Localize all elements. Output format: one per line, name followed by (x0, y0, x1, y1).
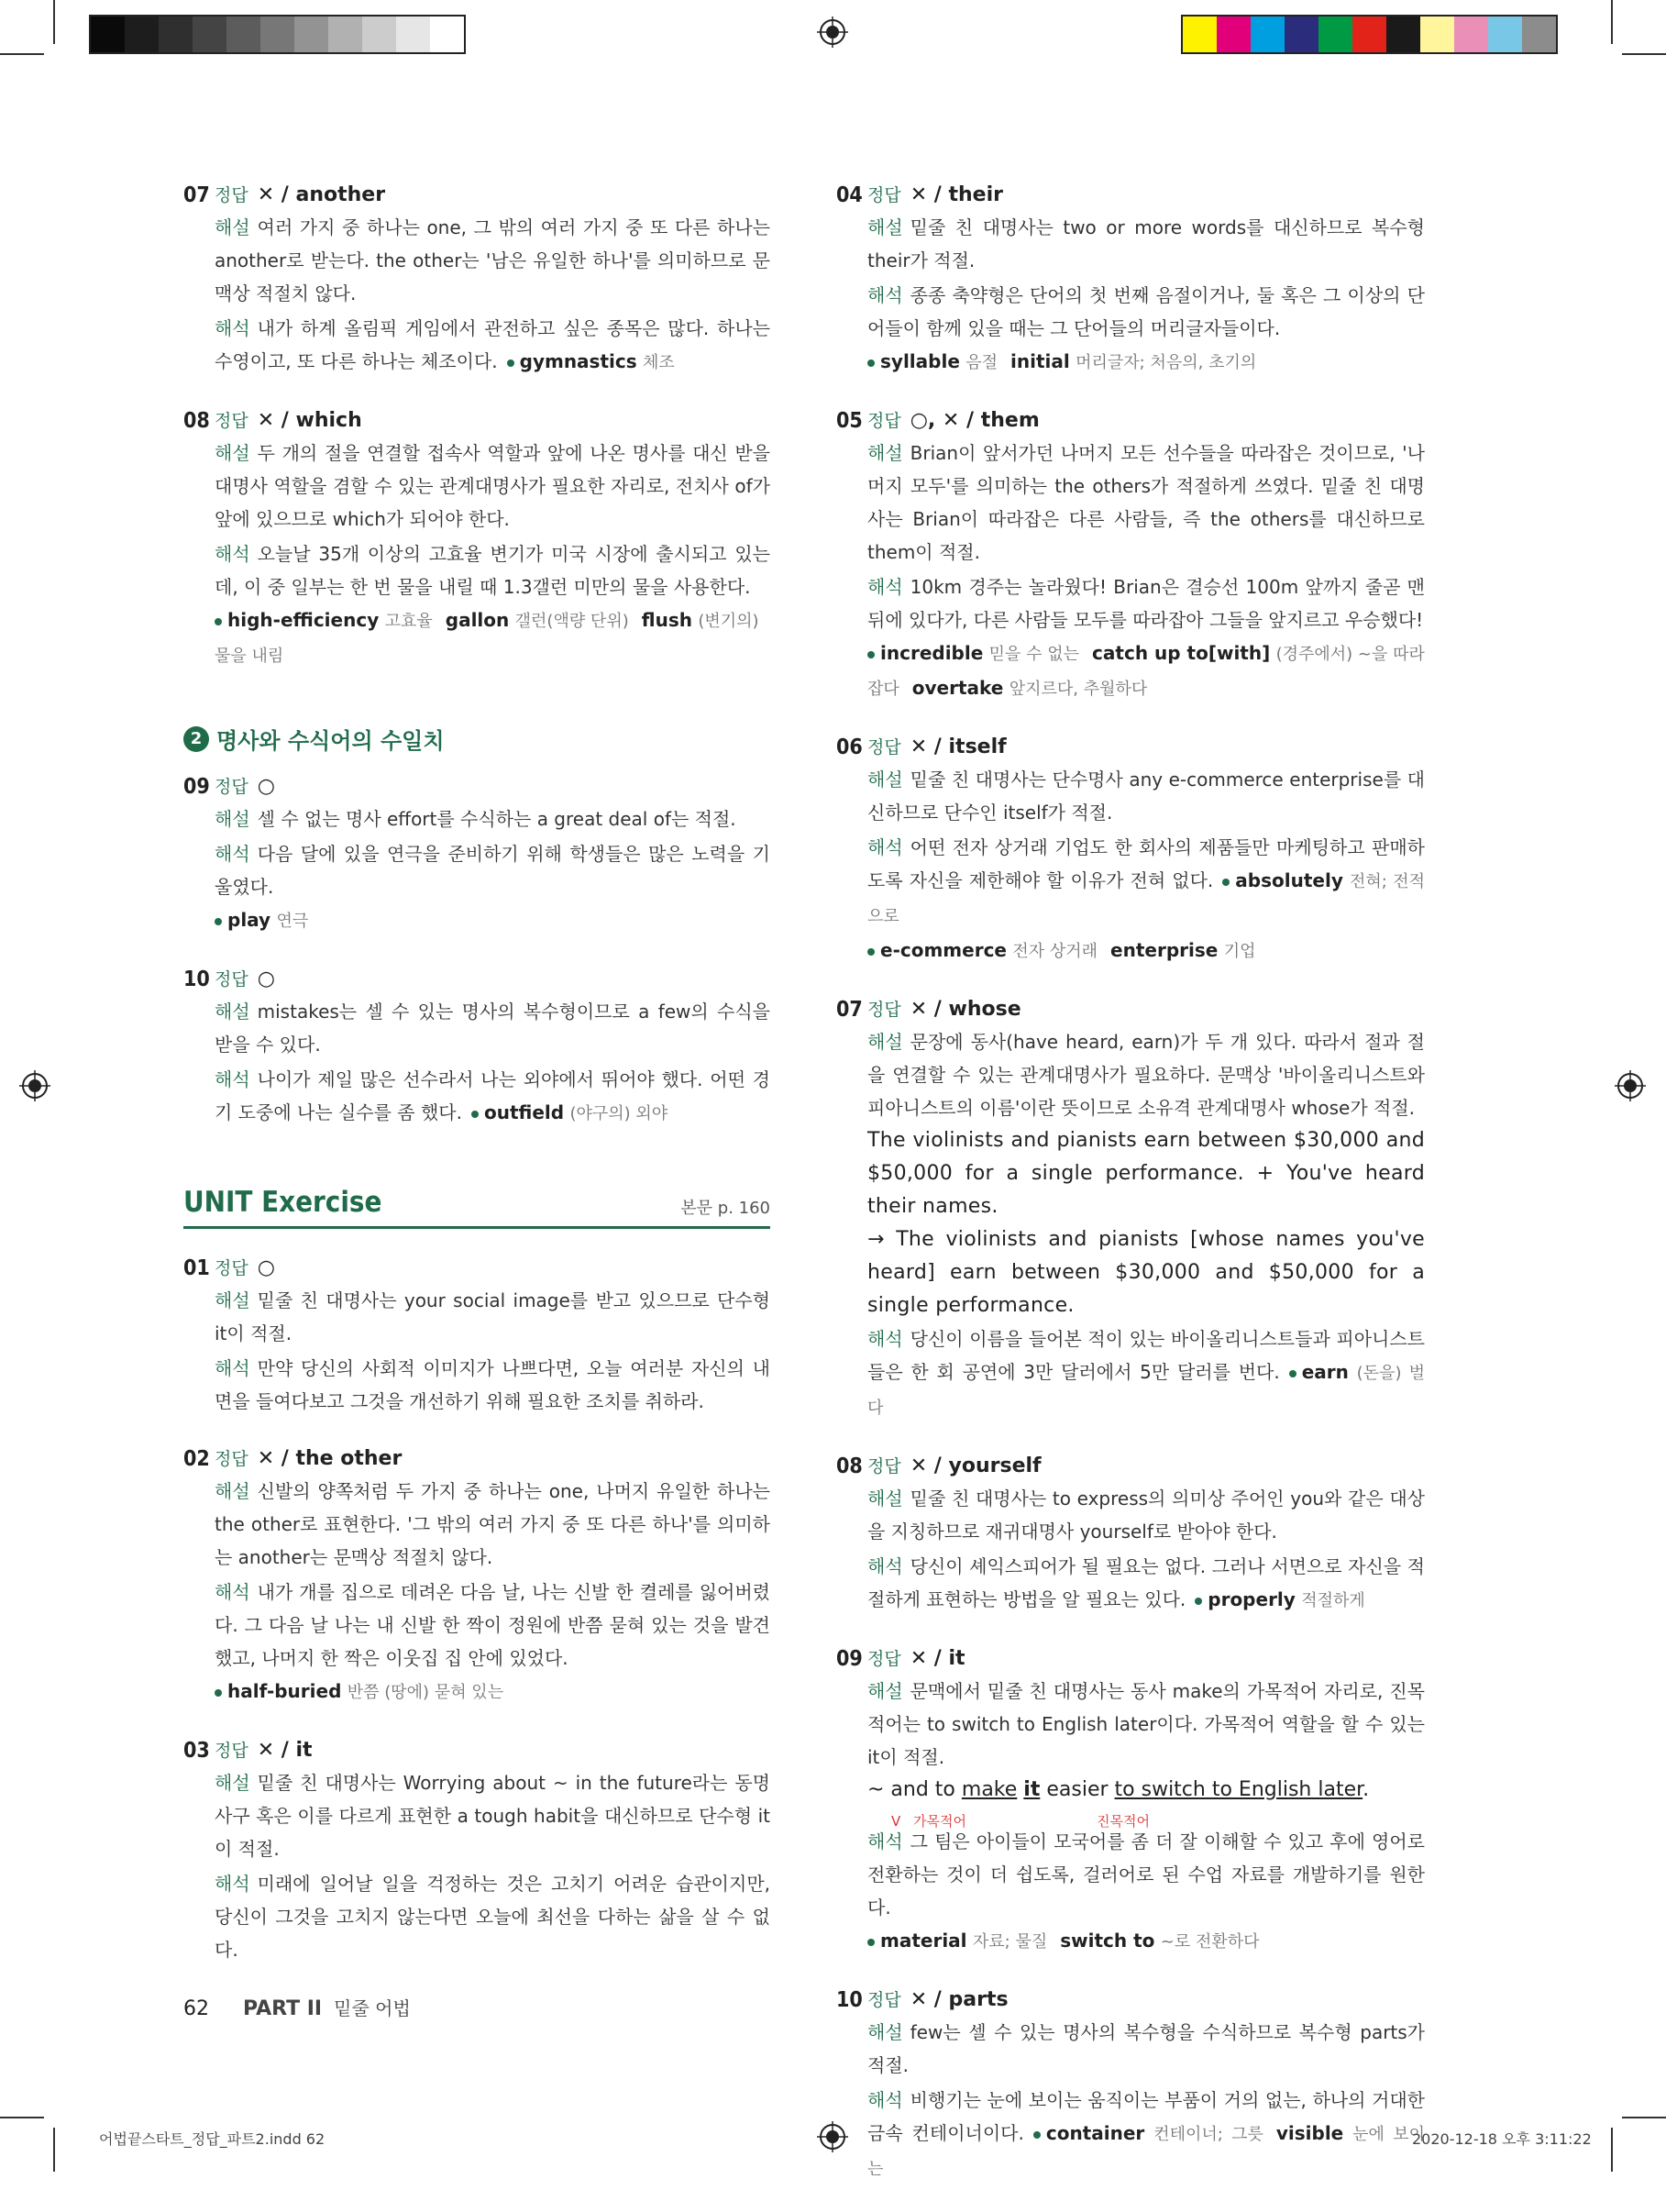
question-number: 07 (183, 183, 210, 207)
vocabulary-line (867, 636, 1425, 706)
question-number: 04 (836, 183, 863, 207)
vocab-word: absolutely (1235, 869, 1343, 891)
answer-value: ○ (257, 775, 275, 798)
vocab-word: outfield (483, 1101, 565, 1123)
paragraph-label: 해설 (867, 2021, 903, 2043)
explanation-text (215, 802, 770, 835)
paragraph-body: 밑줄 친 대명사는 your social image를 받고 있으므로 단수형 it이 적절. (215, 1289, 770, 1344)
vocab-word: catch up to[with] (1092, 642, 1271, 664)
paragraph-label: 해석 (867, 284, 903, 306)
answer-header (836, 732, 1425, 763)
color-swatch (1251, 17, 1285, 52)
paragraph-label: 해석 (867, 836, 903, 858)
answer-entry (183, 180, 770, 380)
paragraph-body: 밑줄 친 대명사는 단수명사 any e-commerce enterprise를 대신하므로 단수인 itself가 적절. (867, 769, 1425, 824)
vocab-meaning: (경주에서) ~을 따라잡다 (867, 645, 1425, 699)
vocab-word: visible (1275, 2122, 1344, 2144)
answer-value: ○ (257, 968, 275, 990)
answer-entry (836, 1451, 1425, 1618)
color-swatch (362, 17, 396, 52)
translation-text (215, 837, 770, 903)
section-number: 2 (183, 726, 209, 752)
vocab-word: overtake (911, 677, 1004, 699)
paragraph-label: 해석 (867, 1830, 903, 1853)
bullet-dot-icon (1222, 879, 1230, 886)
english-sentence: → The violinists and pianists [whose names you've heard] earn between $30,000 and $50,000 for a single performance. (867, 1228, 1425, 1317)
vocab-meaning: (돈을) 벌다 (867, 1364, 1425, 1418)
bullet-dot-icon (867, 948, 875, 956)
annotated-sentence (867, 1774, 1425, 1830)
cmyk-color-bar (1181, 15, 1558, 54)
vocab-meaning: ~로 전환하다 (1160, 1932, 1260, 1952)
grayscale-color-bar (89, 15, 466, 54)
vocab-meaning: 자료; 물질 (972, 1932, 1048, 1952)
bullet-dot-icon (1033, 2131, 1041, 2139)
paragraph-body: 두 개의 절을 연결할 접속사 역할과 앞에 나온 명사를 대신 받을 대명사 역할을 겸할 수 있는 관계대명사가 필요한 자리로, 전치사 of가 앞에 있으므로 which가 되어야 한다. (215, 442, 770, 530)
vocab-word: high-efficiency (227, 609, 380, 631)
question-number: 09 (183, 775, 210, 799)
section-title: 명사와 수식어의 수일치 (216, 728, 445, 754)
vocab-word: gymnastics (519, 350, 637, 372)
color-swatch (294, 17, 328, 52)
paragraph-body: 내가 개를 집으로 데려온 다음 날, 나는 신발 한 켤레를 잃어버렸다. 그 다음 날 나는 내 신발 한 짝이 정원에 반쯤 묻혀 있는 것을 발견했고, 나머지 한 짝은 이웃집 집 안에 있었다. (215, 1581, 770, 1669)
pronoun-it: it (1023, 1778, 1041, 1801)
answer-label: 정답 (867, 1000, 901, 1020)
paragraph-label: 해설 (867, 216, 903, 238)
vocab-word: half-buried (227, 1680, 342, 1702)
vocab-word: container (1045, 2122, 1145, 2144)
question-number: 08 (183, 409, 210, 433)
translation-text (215, 1867, 770, 1966)
question-number: 10 (183, 968, 210, 991)
translation-text (867, 1825, 1425, 1924)
answer-label: 정답 (215, 185, 248, 205)
answer-entry (183, 1253, 770, 1418)
answer-label: 정답 (867, 1456, 901, 1477)
annotation-fake-object: 가목적어 (913, 1813, 966, 1830)
paragraph-label: 해석 (867, 2089, 903, 2111)
answer-list-unit-exercise-continued (836, 180, 1425, 2186)
color-swatch (430, 17, 464, 52)
paragraph-body: 비행기는 눈에 보이는 움직이는 부품이 거의 없는, 하나의 거대한 금속 컨테이너이다. (867, 2089, 1425, 2144)
crop-mark (1622, 2117, 1666, 2118)
vocab-meaning: 전자 상거래 (1012, 942, 1098, 961)
vocab-word: material (880, 1930, 967, 1952)
paragraph-label: 해설 (215, 808, 250, 830)
color-swatch (1318, 17, 1352, 52)
part-title: 밑줄 어법 (334, 1997, 411, 2019)
vocab-meaning: (야구의) 외야 (569, 1104, 668, 1123)
vocab-word: syllable (880, 350, 960, 372)
paragraph-body: 오늘날 35개 이상의 고효율 변기가 미국 시장에 출시되고 있는데, 이 중 일부는 한 번 물을 내릴 때 1.3갤런 미만의 물을 사용한다. (215, 543, 770, 598)
vocab-meaning: 고효율 (384, 612, 433, 631)
answer-value: ○, ✕ / them (910, 409, 1040, 432)
color-swatch (396, 17, 430, 52)
vocab-meaning: (변기의) 물을 내림 (215, 612, 759, 666)
explanation-text (215, 995, 770, 1061)
answer-value: ✕ / which (257, 409, 362, 432)
translation-text (867, 570, 1425, 636)
explanation-text (867, 2016, 1425, 2082)
vocab-meaning: 눈에 보이는 (867, 2125, 1426, 2179)
paragraph-label: 해석 (215, 317, 250, 339)
color-swatch (159, 17, 193, 52)
explanation-text (215, 437, 770, 536)
paragraph-label: 해석 (215, 843, 250, 865)
vocab-word: earn (1301, 1361, 1349, 1383)
answer-label: 정답 (215, 1449, 248, 1469)
unit-title: UNIT Exercise (183, 1186, 382, 1219)
translation-text (215, 312, 770, 380)
vocab-meaning: 앞지르다, 추월하다 (1009, 680, 1148, 699)
translation-text (867, 2084, 1425, 2186)
crop-mark (0, 2117, 44, 2118)
answer-entry (836, 1643, 1425, 1959)
section-heading (183, 723, 770, 755)
answer-label: 정답 (867, 1990, 901, 2010)
question-number: 02 (183, 1447, 210, 1471)
explanation-text (215, 1475, 770, 1574)
answer-value: ✕ / it (910, 1647, 965, 1670)
question-number: 05 (836, 409, 863, 433)
explanation-text (867, 763, 1425, 829)
answer-header (183, 1253, 770, 1284)
bullet-dot-icon (867, 651, 875, 658)
answer-value: ✕ / another (257, 183, 386, 206)
vocab-meaning: 컨테이너; 그릇 (1153, 2125, 1263, 2144)
bullet-dot-icon (507, 359, 514, 367)
color-swatch (1522, 17, 1556, 52)
explanation-text (867, 1482, 1425, 1548)
question-number: 07 (836, 998, 863, 1022)
question-number: 09 (836, 1647, 863, 1671)
color-swatch (193, 17, 226, 52)
paragraph-body: 문맥에서 밑줄 친 대명사는 동사 make의 가목적어 자리로, 진목적어는 to switch to English later이다. 가목적어 역할을 할 수 있는 it이 적절. (867, 1680, 1425, 1768)
crop-mark (1611, 2128, 1613, 2172)
answer-header (183, 1443, 770, 1475)
vocabulary-line (215, 603, 770, 673)
paragraph-label: 해설 (215, 1772, 250, 1794)
translation-text (215, 1352, 770, 1418)
vocab-meaning: 적절하게 (1301, 1591, 1365, 1610)
vocab-meaning: 체조 (643, 353, 675, 372)
crop-mark (53, 0, 55, 44)
explanation-text (867, 1675, 1425, 1774)
answer-label: 정답 (867, 185, 901, 205)
answer-value: ✕ / yourself (910, 1454, 1042, 1477)
registration-mark-icon (1615, 1070, 1646, 1101)
explanation-text (867, 437, 1425, 569)
vocab-word: incredible (880, 642, 984, 664)
print-timestamp: 2020-12-18 오후 3:11:22 (1412, 2130, 1592, 2148)
paragraph-body: 문장에 동사(have heard, earn)가 두 개 있다. 따라서 절과 절을 연결할 수 있는 관계대명사가 필요하다. 문맥상 '바이올리니스트와 피아니스트의 이름'이란 뜻이므로 소유격 관계대명사 whose가 적절. (867, 1031, 1425, 1119)
paragraph-body: mistakes는 셀 수 있는 명사의 복수형이므로 a few의 수식을 받을 수 있다. (215, 1001, 770, 1056)
vocab-meaning: 음절 (965, 353, 998, 372)
paragraph-label: 해석 (867, 1328, 903, 1350)
page-reference: 본문 p. 160 (680, 1199, 770, 1218)
translation-text (867, 1322, 1425, 1425)
explanation-text (215, 211, 770, 310)
answer-value: ✕ / the other (257, 1447, 403, 1470)
paragraph-body: 당신이 셰익스피어가 될 필요는 없다. 그러나 서면으로 자신을 적절하게 표현하는 방법을 알 필요는 있다. (867, 1555, 1425, 1610)
paragraph-body: 당신이 이름을 들어본 적이 있는 바이올리니스트들과 피아니스트들은 한 회 공연에 3만 달러에서 5만 달러를 번다. (867, 1328, 1425, 1383)
translation-text (215, 1576, 770, 1675)
paragraph-body: 밑줄 친 대명사는 two or more words를 대신하므로 복수형 their가 적절. (867, 216, 1425, 271)
color-swatch (1183, 17, 1217, 52)
page-number: 62 (183, 1997, 209, 2020)
paragraph-body: 어떤 전자 상거래 기업도 한 회사의 제품들만 마케팅하고 판매하도록 자신을 제한해야 할 이유가 전혀 없다. (867, 836, 1425, 891)
translation-text (867, 279, 1425, 345)
explanation-text (867, 1025, 1425, 1124)
bullet-dot-icon (215, 1689, 222, 1697)
sentence-part: easier (1040, 1778, 1115, 1801)
question-number: 01 (183, 1256, 210, 1280)
vocab-meaning: 연극 (276, 912, 309, 931)
crop-mark (53, 2128, 55, 2172)
answer-header (836, 1643, 1425, 1675)
answer-header (836, 1985, 1425, 2016)
bullet-dot-icon (867, 1939, 875, 1946)
answer-label: 정답 (215, 777, 248, 797)
answer-entry (183, 405, 770, 673)
answer-header (183, 964, 770, 995)
answer-header (183, 405, 770, 437)
vocab-word: properly (1208, 1588, 1296, 1610)
question-number: 10 (836, 1988, 863, 2012)
paragraph-label: 해설 (215, 1289, 250, 1311)
translation-text (867, 831, 1425, 934)
english-sentence: The violinists and pianists earn between $30,000 and $50,000 for a single performance. + You've heard their names. (867, 1129, 1425, 1218)
answer-label: 정답 (215, 969, 248, 990)
paragraph-label: 해설 (867, 1031, 903, 1053)
translation-text (215, 1063, 770, 1131)
paragraph-label: 해석 (867, 1555, 903, 1577)
answer-header (183, 771, 770, 802)
color-swatch (260, 17, 294, 52)
answer-label: 정답 (215, 1741, 248, 1761)
paragraph-body: few는 셀 수 있는 명사의 복수형을 수식하므로 복수형 parts가 적절. (867, 2021, 1425, 2076)
paragraph-body: Brian이 앞서가던 나머지 모든 선수들을 따라잡은 것이므로, '나머지 모두'를 의미하는 the others가 적절하게 쓰였다. 밑줄 친 대명사는 Brian이 따라잡은 다른 사람들, 즉 the others를 대신하므로 them이 적절. (867, 442, 1425, 563)
crop-mark (1611, 0, 1613, 44)
paragraph-label: 해설 (215, 442, 250, 464)
answer-entry (183, 771, 770, 938)
vocabulary-line (867, 345, 1425, 380)
answer-entry (183, 964, 770, 1131)
color-swatch (226, 17, 260, 52)
answer-header (183, 180, 770, 211)
paragraph-label: 해석 (867, 576, 903, 598)
answer-value: ✕ / parts (910, 1988, 1009, 2011)
paragraph-label: 해설 (867, 769, 903, 791)
vocab-word: e-commerce (880, 939, 1007, 961)
crop-mark (1622, 53, 1666, 55)
left-column (183, 180, 770, 1992)
part-label: PART II (243, 1997, 323, 2020)
vocab-meaning: 갤런(액량 단위) (514, 612, 629, 631)
color-swatch (1386, 17, 1420, 52)
vocab-word: initial (1010, 350, 1070, 372)
registration-mark-icon (19, 1070, 50, 1101)
vocab-meaning: 믿을 수 없는 (988, 645, 1080, 664)
translation-text (867, 1550, 1425, 1618)
indd-filename: 어법끝스타트_정답_파트2.indd 62 (99, 2130, 325, 2148)
paragraph-body: 다음 달에 있을 연극을 준비하기 위해 학생들은 많은 노력을 기울였다. (215, 843, 770, 898)
paragraph-body: 미래에 일어날 일을 걱정하는 것은 고치기 어려운 습관이지만, 당신이 그것을 고치지 않는다면 오늘에 최선을 다하는 삶을 살 수 없다. (215, 1873, 770, 1961)
answer-value: ✕ / it (257, 1739, 313, 1762)
unit-exercise-header (183, 1186, 770, 1229)
answer-list-agreement (183, 771, 770, 1131)
vocabulary-line (867, 1924, 1425, 1959)
paragraph-label: 해석 (215, 1068, 250, 1090)
paragraph-body: 내가 하계 올림픽 게임에서 관전하고 싶은 종목은 많다. 하나는 수영이고, 또 다른 하나는 체조이다. (215, 317, 770, 372)
vocab-word: play (227, 909, 271, 931)
paragraph-label: 해설 (867, 1488, 903, 1510)
bullet-dot-icon (215, 918, 222, 925)
answer-value: ✕ / their (910, 183, 1003, 206)
paragraph-body: 밑줄 친 대명사는 to express의 의미상 주어인 you와 같은 대상을 지칭하므로 재귀대명사 yourself로 받아야 한다. (867, 1488, 1425, 1543)
answer-entry (836, 994, 1425, 1425)
answer-value: ○ (257, 1256, 275, 1279)
answer-value: ✕ / whose (910, 998, 1021, 1021)
color-swatch (1285, 17, 1318, 52)
answer-label: 정답 (867, 411, 901, 431)
color-swatch (1420, 17, 1454, 52)
page-footer (183, 1994, 411, 2020)
vocabulary-line (867, 934, 1425, 968)
question-number: 06 (836, 735, 863, 759)
answer-list-grammar (183, 180, 770, 673)
paragraph-label: 해석 (215, 1873, 250, 1895)
answer-label: 정답 (215, 411, 248, 431)
paragraph-label: 해석 (215, 543, 250, 565)
vocab-meaning: 머리글자; 처음의, 초기의 (1076, 353, 1257, 372)
question-number: 03 (183, 1739, 210, 1763)
answer-label: 정답 (867, 1649, 901, 1669)
translation-text (215, 537, 770, 603)
bullet-dot-icon (867, 359, 875, 367)
paragraph-label: 해설 (215, 1480, 250, 1502)
answer-header (183, 1735, 770, 1766)
color-swatch (1352, 17, 1386, 52)
color-swatch (1454, 17, 1488, 52)
explanation-text (215, 1284, 770, 1350)
vocab-word: gallon (445, 609, 510, 631)
paragraph-label: 해설 (867, 442, 903, 464)
answer-entry (183, 1443, 770, 1709)
right-column (836, 180, 1425, 2212)
paragraph-body: 신발의 양쪽처럼 두 가지 중 하나는 one, 나머지 유일한 하나는 the other로 표현한다. '그 밖의 여러 가지 중 또 다른 하나'를 의미하는 another는 문맥상 적절치 않다. (215, 1480, 770, 1568)
vocabulary-line (215, 1675, 770, 1709)
question-number: 08 (836, 1454, 863, 1478)
registration-mark-icon (817, 17, 848, 48)
paragraph-body: 그 팀은 아이들이 모국어를 좀 더 잘 이해할 수 있고 후에 영어로 전환하는 것이 더 쉽도록, 걸러어로 된 수업 자료를 개발하기를 원한다. (867, 1830, 1425, 1919)
answer-header (836, 1451, 1425, 1482)
answer-entry (836, 1985, 1425, 2186)
annotation-v: V (891, 1813, 901, 1830)
paragraph-body: 여러 가지 중 하나는 one, 그 밖의 여러 가지 중 또 다른 하나는 another로 받는다. the other는 '남은 유일한 하나'를 의미하므로 문맥상 적절치 않다. (215, 216, 770, 304)
answer-header (836, 994, 1425, 1025)
vocab-meaning: 전혀; 전적으로 (867, 872, 1425, 926)
explanation-text (867, 211, 1425, 277)
bullet-dot-icon (1195, 1598, 1202, 1605)
color-swatch (125, 17, 159, 52)
vocab-word: enterprise (1110, 939, 1219, 961)
answer-label: 정답 (215, 1258, 248, 1278)
paragraph-body: 10km 경주는 놀라웠다! Brian은 결승선 100m 앞까지 줄곧 맨 뒤에 있다가, 다른 사람들 모두를 따라잡아 그들을 앞지르고 우승했다! (867, 576, 1425, 631)
answer-entry (183, 1735, 770, 1966)
answer-entry (836, 180, 1425, 380)
vocab-word: switch to (1060, 1930, 1155, 1952)
bullet-dot-icon (215, 618, 222, 625)
paragraph-body: 만약 당신의 사회적 이미지가 나쁘다면, 오늘 여러분 자신의 내면을 들여다보고 그것을 개선하기 위해 필요한 조치를 취하라. (215, 1357, 770, 1412)
answer-header (836, 405, 1425, 437)
answer-entry (836, 405, 1425, 706)
color-swatch (328, 17, 362, 52)
paragraph-body: 셀 수 없는 명사 effort를 수식하는 a great deal of는 적절. (257, 808, 736, 830)
answer-entry (836, 732, 1425, 968)
annotation-real-object: 진목적어 (1097, 1813, 1150, 1830)
paragraph-label: 해석 (215, 1357, 250, 1379)
sentence-part: . (1363, 1778, 1370, 1801)
sentence-part: ~ and to (867, 1778, 962, 1801)
color-swatch (1217, 17, 1251, 52)
answer-header (836, 180, 1425, 211)
paragraph-label: 해설 (867, 1680, 903, 1702)
color-swatch (91, 17, 125, 52)
explanation-text (215, 1766, 770, 1865)
paragraph-body: 나이가 제일 많은 선수라서 나는 외야에서 뛰어야 했다. 어떤 경기 도중에 나는 실수를 좀 했다. (215, 1068, 770, 1123)
paragraph-label: 해설 (215, 216, 250, 238)
paragraph-body: 밑줄 친 대명사는 Worrying about ~ in the future라는 동명사구 혹은 이를 다르게 표현한 a tough habit을 대신하므로 단수형 it이 적절. (215, 1772, 770, 1860)
vocab-meaning: 반쯤 (땅에) 묻혀 있는 (347, 1683, 504, 1702)
paragraph-label: 해석 (215, 1581, 250, 1603)
answer-label: 정답 (867, 737, 901, 758)
vocab-word: flush (641, 609, 692, 631)
vocabulary-line (215, 903, 770, 938)
bullet-dot-icon (1289, 1370, 1296, 1377)
real-object-phrase: to switch to English later (1114, 1778, 1363, 1801)
paragraph-body: 종종 축약형은 단어의 첫 번째 음절이거나, 둘 혹은 그 이상의 단어들이 함께 있을 때는 그 단어들의 머리글자들이다. (867, 284, 1425, 339)
color-swatch (1488, 17, 1522, 52)
bullet-dot-icon (471, 1111, 479, 1118)
answer-value: ✕ / itself (910, 735, 1007, 758)
verb-make: make (961, 1778, 1018, 1801)
paragraph-label: 해설 (215, 1001, 250, 1023)
crop-mark (0, 53, 44, 55)
answer-list-unit-exercise (183, 1253, 770, 1966)
vocab-meaning: 기업 (1223, 942, 1256, 961)
